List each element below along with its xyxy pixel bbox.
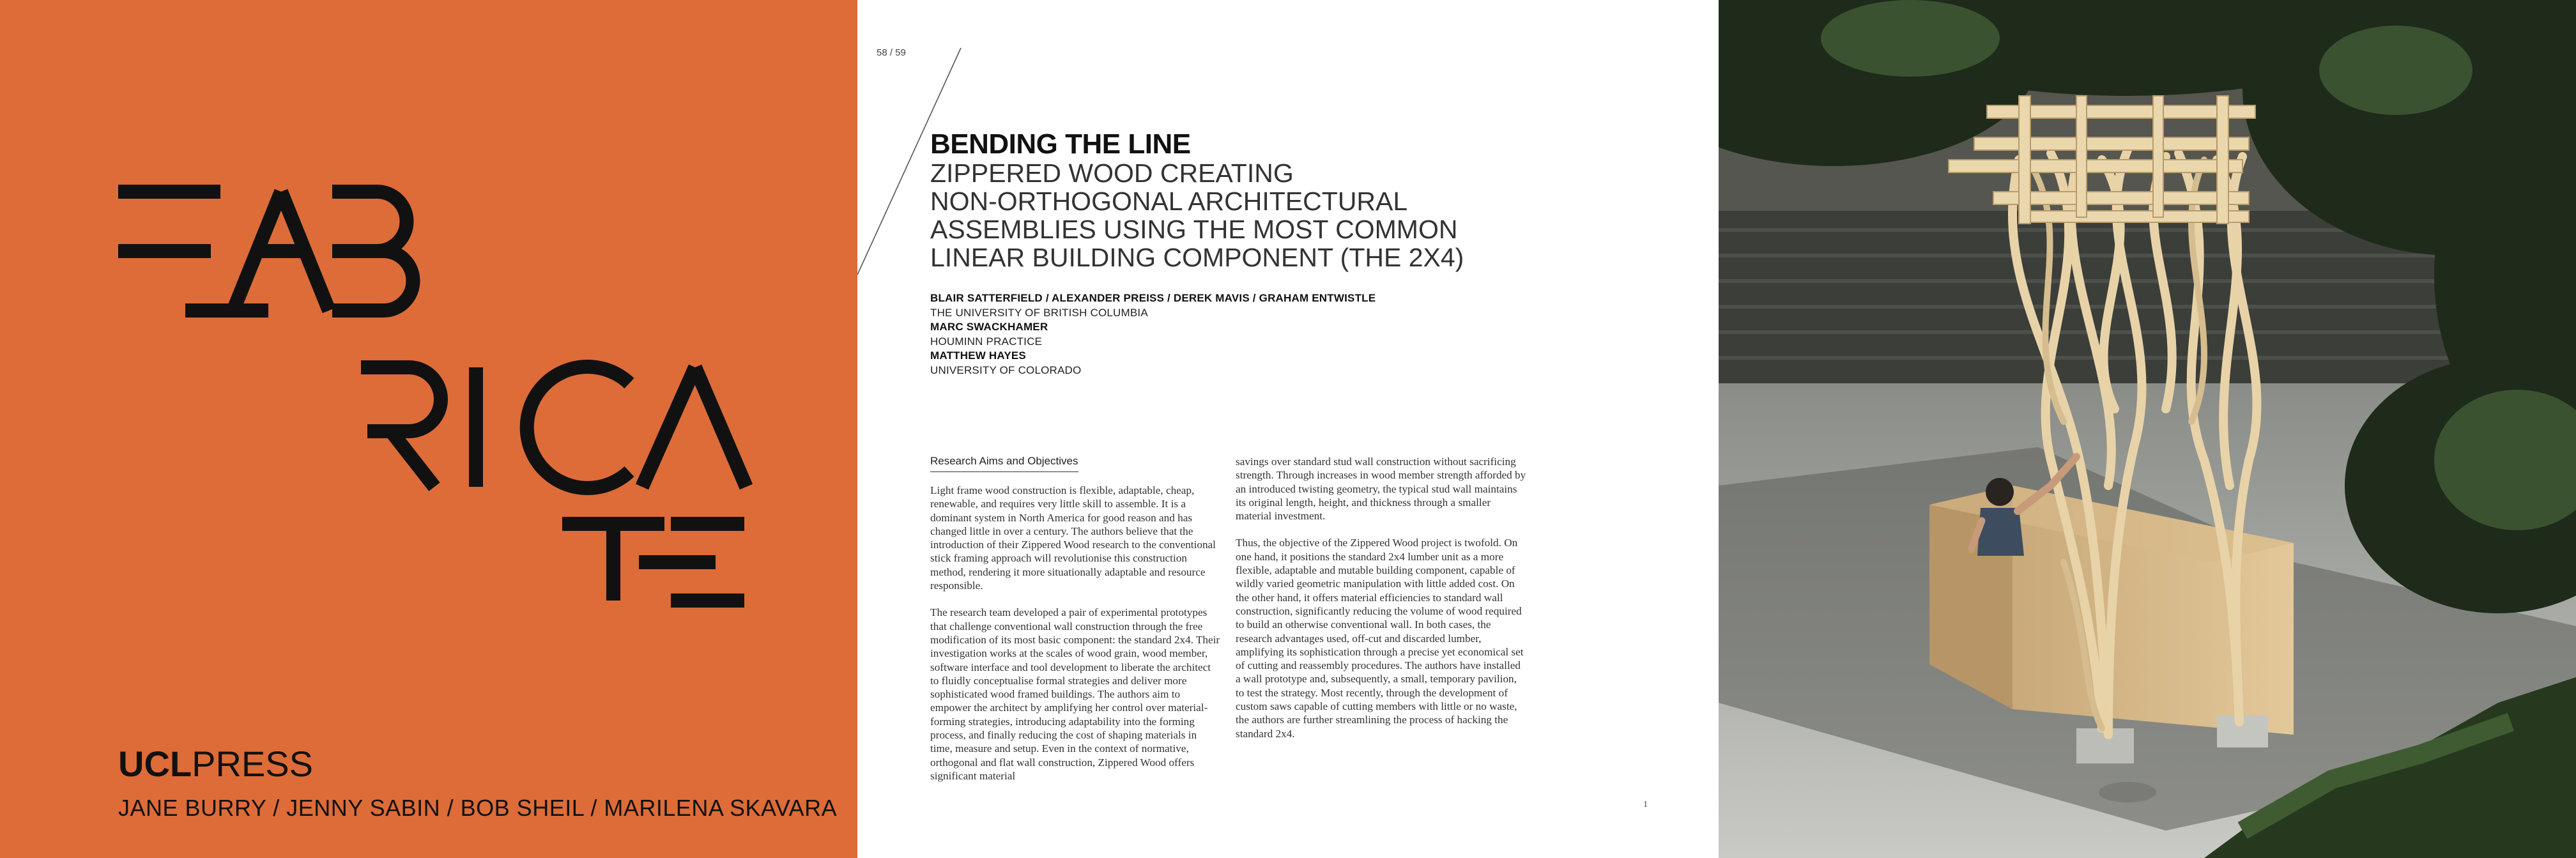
pavilion-photo (1719, 0, 2576, 858)
author-institution: UNIVERSITY OF COLORADO (930, 364, 1082, 376)
subtitle-line: ASSEMBLIES USING THE MOST COMMON (930, 214, 1458, 244)
body-paragraph: Light frame wood construction is flexible, adaptable, cheap, renewable, and requires very little skill to assemble. It is a dominant system in North America for good reason and has changed little in over a century. The authors believe that the introduction of their Zippered Wood research to the conventional stick framing approach will revolutionise this construction method, rendering it more situationally adaptable and resource responsible. (930, 484, 1216, 592)
author-names: MATTHEW HAYES (930, 349, 1026, 362)
author-institution: HOUMINN PRACTICE (930, 335, 1043, 348)
cover-editors: JANE BURRY / JENNY SABIN / BOB SHEIL / MARILENA SKAVARA (118, 795, 838, 821)
fabricate-logo (0, 0, 857, 858)
article-subtitle (930, 160, 1544, 272)
section-heading: Research Aims and Objectives (930, 455, 1078, 472)
author-affiliations (930, 291, 1505, 378)
body-column-right (1236, 455, 1526, 787)
article-title: BENDING THE LINE (930, 128, 1191, 160)
author-institution: THE UNIVERSITY OF BRITISH COLUMBIA (930, 306, 1148, 319)
body-column-left (930, 484, 1221, 816)
subtitle-line: ZIPPERED WOOD CREATING (930, 158, 1294, 188)
title-block (930, 130, 1544, 272)
book-cover (0, 0, 857, 858)
publisher-logo-bold: UCL (118, 744, 192, 784)
article-page (857, 0, 1719, 858)
publisher-logo (118, 746, 313, 782)
body-paragraph: savings over standard stud wall construction without sacrificing strength. Through increases in wood member strength afforded by an introduced twisting geometry, the typical stud wall maintains its original length, height, and thickness through a smaller material investment. (1236, 456, 1526, 523)
publisher-logo-regular: PRESS (192, 744, 313, 784)
subtitle-line: LINEAR BUILDING COMPONENT (THE 2X4) (930, 242, 1464, 272)
author-names: MARC SWACKHAMER (930, 321, 1048, 333)
subtitle-line: NON-ORTHOGONAL ARCHITECTURAL (930, 186, 1408, 216)
author-names: BLAIR SATTERFIELD / ALEXANDER PREISS / DEREK MAVIS / GRAHAM ENTWISTLE (930, 292, 1376, 304)
folio-number: 1 (1643, 800, 1648, 809)
body-paragraph: Thus, the objective of the Zippered Wood project is twofold. On one hand, it positions the standard 2x4 lumber unit as a more flexible, adaptable and mutable building component, capable of wildly varied geometric manipulation with little added cost. On the other hand, it offers material efficiencies to standard wall construction, significantly reducing the volume of wood required to build an otherwise conventional wall. In both cases, the research advantages used, off-cut and discarded lumber, amplifying its sophistication through a precise yet economical set of cutting and reassembly procedures. The authors have installed a wall prototype and, subsequently, a small, temporary pavilion, to test the strategy. Most recently, through the development of custom saws capable of cutting members with little or no waste, the authors are further streamlining the process of hacking the standard 2x4. (1236, 537, 1524, 740)
body-paragraph: The research team developed a pair of experimental prototypes that challenge conventional wall construction through the free modification of its most basic component: the standard 2x4. Their investigation works at the scales of wood grain, wood member, software interface and tool development to liberate the architect to fluidly conceptualise formal strategies and deliver more sophisticated wood framed buildings. The authors aim to empower the architect by amplifying her control over material-forming strategies, introducing adaptability into the forming process, and finally reducing the cost of shaping materials in time, measure and setup. Even in the context of normative, orthogonal and flat wall construction, Zippered Wood offers significant material (930, 606, 1220, 782)
pavilion-photo-illustration (1719, 0, 2576, 858)
page-number: 58 / 59 (877, 47, 906, 58)
